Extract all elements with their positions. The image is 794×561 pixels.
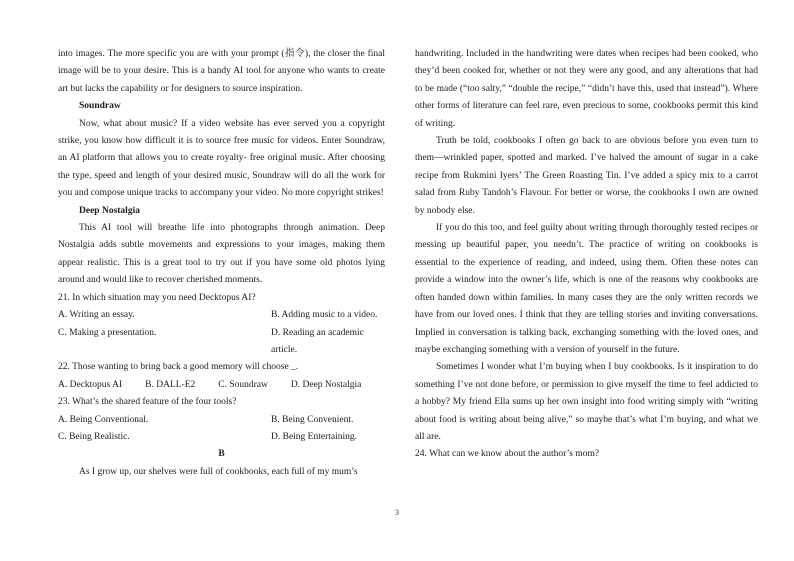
question-21-option-c: C. Making a presentation.: [58, 327, 157, 338]
question-23-options-row-1: [58, 412, 385, 429]
question-23-option-d: D. Being Entertaining.: [271, 431, 358, 442]
section-b-label: B: [218, 449, 225, 460]
question-23-options-row-2: [58, 429, 385, 446]
right-column: [415, 46, 758, 481]
paragraph-if-you-do-this-too: If you do this too, and feel guilty about writing through thoroughly tested recipes or messing up beautiful paper, you needn’t. The practice of writing on cookbooks is essential to the experience of reading, and indeed, using them. Often these notes can provide a window into the owner’s life, which is one of the reasons why cookbooks are often handed down within families. In many cases they are the only written records we have from our loved ones. I think that they are telling stories and inviting conversations. Implied in conversation is talking back, exchanging something with the loved ones, and maybe exchanging something with a version of yourself in the future.: [415, 223, 758, 355]
question-21-options-row-1: [58, 307, 385, 324]
paragraph-dalle-continuation: into images. The more specific you are with your prompt (指令), the closer the final image will be to your desire. This is a handy AI tool for anyone who wants to create art but lacks the capability or for designers to source inspiration.: [58, 49, 385, 94]
question-22-option-c: C. Soundraw: [218, 379, 268, 390]
paragraph-deep-nostalgia: This AI tool will breathe life into photographs through animation. Deep Nostalgia adds subtle movements and expressions to your images, making them appear realistic. This is a great tool to try out if you have some old photos lying around and would like to recover cherished moments.: [58, 223, 385, 286]
question-21-option-d: D. Reading an academic article.: [271, 327, 364, 355]
question-22-options-row: [58, 377, 385, 394]
left-column: [58, 46, 385, 481]
page-number: 3: [395, 508, 399, 517]
question-21-option-a: A. Writing an essay.: [58, 310, 135, 321]
paragraph-sometimes-i-wonder: Sometimes I wonder what I’m buying when I buy cookbooks. Is it inspiration to do something I’ve not done before, or permission to give myself the time to feel addicted to a hobby? My friend Ella sums up her own insight into food writing simply with “writing about food is writing about being alive,” so maybe that’s what I’m buying, and what we all are.: [415, 362, 758, 442]
section-heading-soundraw: Soundraw: [79, 101, 121, 112]
question-21-option-b: B. Adding music to a video.: [271, 310, 378, 321]
question-22-option-b: B. DALL-E2: [145, 379, 196, 390]
section-heading-deep-nostalgia: Deep Nostalgia: [79, 205, 140, 216]
question-23: 23. What’s the shared feature of the four tools?: [58, 397, 237, 408]
question-23-option-b: B. Being Convenient.: [271, 414, 354, 425]
question-21-options-row-2: [58, 325, 385, 360]
question-22-option-d: D. Deep Nostalgia: [290, 379, 362, 390]
paragraph-truth-be-told: Truth be told, cookbooks I often go back to are obvious before you even turn to them—wrinkled paper, spotted and marked. I’ve halved the amount of sugar in a cake recipe from Rukmini Iyers’ The Green Roasting Tin. I’ve added a spicy mix to a carrot salad from Ruby Tandoh’s Flavour. For better or worse, the cookbooks I own are owned by nobody else.: [415, 136, 758, 216]
question-22: 22. Those wanting to bring back a good memory will choose _.: [58, 362, 299, 373]
question-23-option-a: A. Being Conventional.: [58, 414, 149, 425]
question-22-option-a: A. Decktopus AI: [58, 379, 123, 390]
question-21: 21. In which situation may you need Decktopus AI?: [58, 292, 256, 303]
two-column-layout: [58, 46, 758, 481]
question-23-option-c: C. Being Realistic.: [58, 431, 130, 442]
paragraph-section-b-intro: As I grow up, our shelves were full of cookbooks, each full of my mum’s: [79, 466, 358, 477]
paragraph-handwriting-continuation: handwriting. Included in the handwriting were dates when recipes had been cooked, who they’d been cooked for, whether or not they were any good, and any alterations that had to be made (“too salty,” “double the recipe,” “didn’t have this, used that instead”). Where other forms of literature can feel rare, even precious to some, cookbooks permit this kind of writing.: [415, 49, 758, 129]
paragraph-soundraw: Now, what about music? If a video website has ever served you a copyright strike, you know how difficult it is to source free music for videos. Enter Soundraw, an AI platform that allows you to create royalty- free original music. After choosing the type, speed and length of your desired music, Soundraw will do all the work for you and compose unique tracks to accompany your video. No more copyright strikes!: [58, 118, 385, 199]
question-24: 24. What can we know about the author’s mom?: [415, 449, 600, 460]
